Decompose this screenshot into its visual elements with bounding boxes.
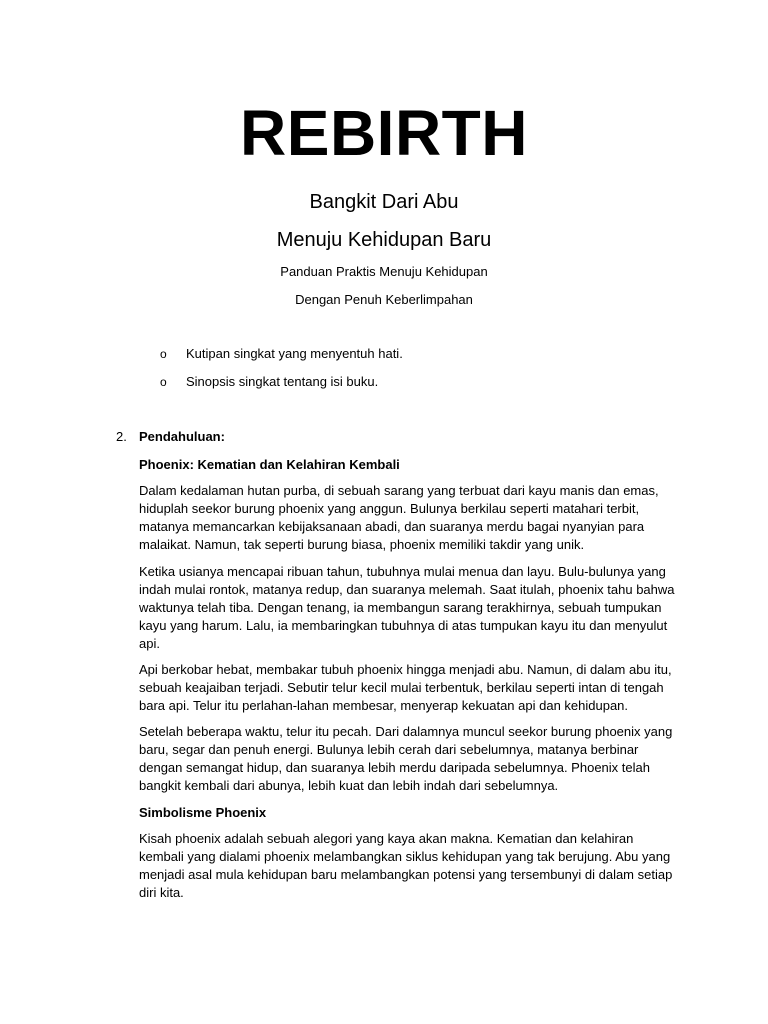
paragraph-4: Setelah beberapa waktu, telur itu pecah. Dari dalamnya muncul seekor burung phoenix yang baru, segar dan penuh energi. Bulunya lebih cerah dari sebelumnya, matanya berbinar dengan semangat hidup, dan suaranya lebih merdu daripada sebelumnya. Phoenix telah bangkit kembali dari abunya, lebih kuat dan lebih indah dari sebelumnya. xyxy=(139,724,673,793)
section-number: 2. xyxy=(116,429,127,444)
tagline-line-2: Dengan Penuh Keberlimpahan xyxy=(295,292,473,307)
bullet-marker: o xyxy=(160,375,167,389)
subtitle-bangkit: Bangkit Dari Abu xyxy=(309,191,459,213)
bullet-marker: o xyxy=(160,347,167,361)
document-title: REBIRTH xyxy=(240,97,528,169)
bullet-text: Sinopsis singkat tentang isi buku. xyxy=(186,374,379,389)
paragraph-1: Dalam kedalaman hutan purba, di sebuah sarang yang terbuat dari kayu manis dan emas, hiduplah seekor burung phoenix yang anggun. Bulunya berkilau seperti matahari terbit, matanya memancarkan kebijaksanaan abadi, dan suaranya merdu bagai nyanyian para malaikat. Namun, tak seperti burung biasa, phoenix memiliki takdir yang unik. xyxy=(139,483,659,552)
paragraph-3: Api berkobar hebat, membakar tubuh phoenix hingga menjadi abu. Namun, di dalam abu itu, sebuah keajaiban terjadi. Sebutir telur kecil mulai terbentuk, berkilau seperti intan di tengah bara api. Telur itu perlahan-lahan membesar, menyerap kekuatan api dan kehidupan. xyxy=(139,662,672,713)
tagline-line-1: Panduan Praktis Menuju Kehidupan xyxy=(280,264,488,279)
subtitle-menuju: Menuju Kehidupan Baru xyxy=(276,229,492,251)
paragraph-5: Kisah phoenix adalah sebuah alegori yang kaya akan makna. Kematian dan kelahiran kembali yang dialami phoenix melambangkan siklus kehidupan yang tak berujung. Abu yang menjadi asal mula kehidupan baru melambangkan potensi yang tersembunyi di dalam setiap diri kita. xyxy=(139,831,673,900)
section-label: Pendahuluan: xyxy=(139,429,225,444)
subheading-simbolisme: Simbolisme Phoenix xyxy=(139,805,267,820)
bullet-text: Kutipan singkat yang menyentuh hati. xyxy=(186,346,403,361)
subheading-phoenix: Phoenix: Kematian dan Kelahiran Kembali xyxy=(139,457,400,472)
paragraph-2: Ketika usianya mencapai ribuan tahun, tubuhnya mulai menua dan layu. Bulu-bulunya yang indah mulai rontok, matanya redup, dan suaranya melemah. Saat itulah, phoenix tahu bahwa waktunya telah tiba. Dengan tenang, ia membangun sarang terakhirnya, sebuah tumpukan kayu yang harum. Lalu, ia membaringkan tubuhnya di atas tumpukan kayu itu dan menyulut api. xyxy=(139,564,675,651)
